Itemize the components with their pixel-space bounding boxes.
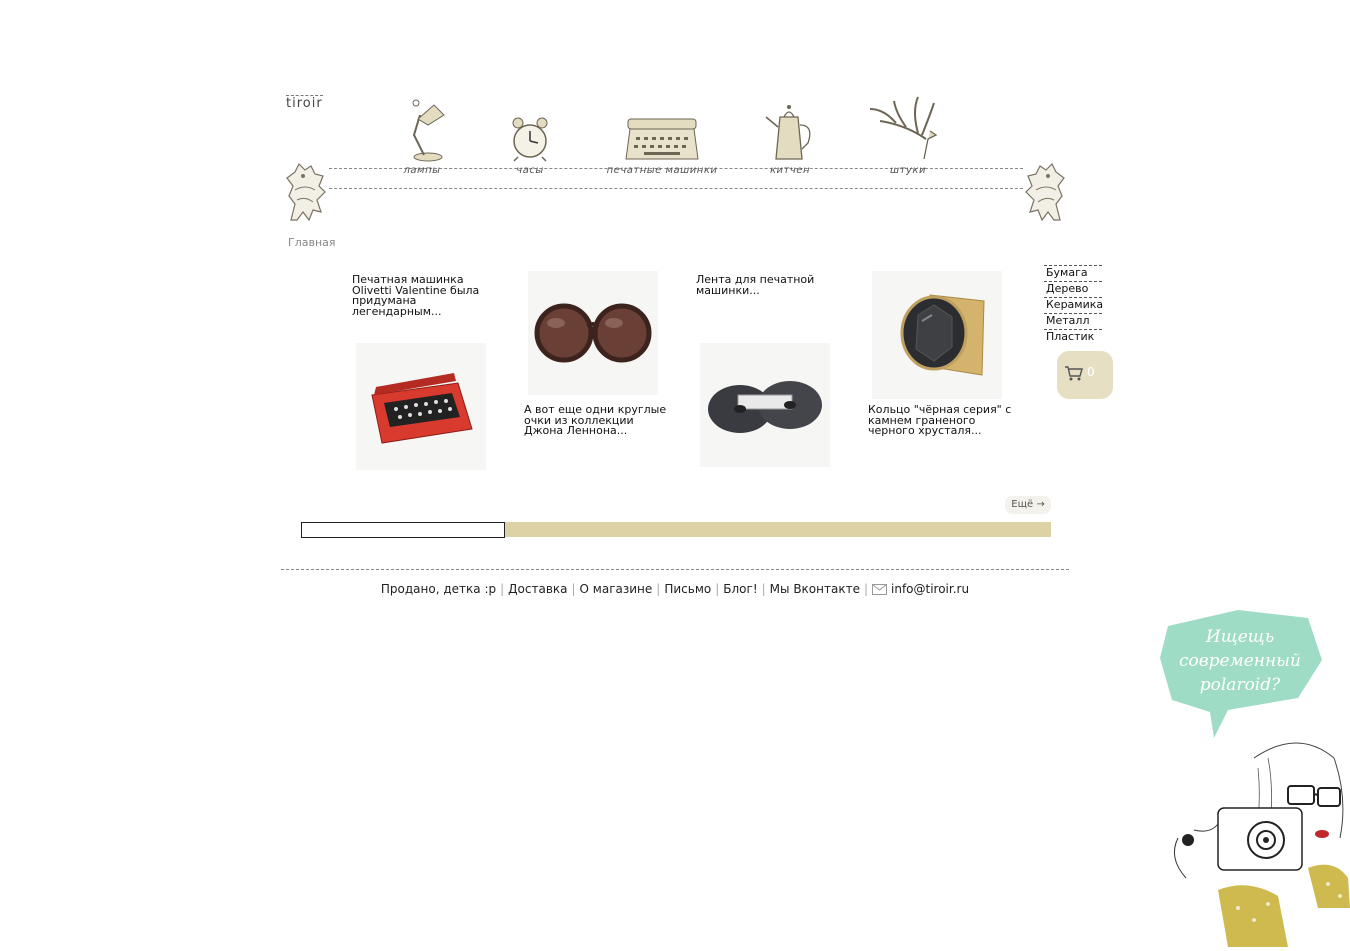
footer-link-vkontakte[interactable]: Мы Вконтакте	[769, 582, 860, 596]
footer-link-sold[interactable]: Продано, детка :р	[380, 582, 497, 596]
footer-separator: |	[761, 582, 766, 596]
coffee-pot-icon	[762, 103, 818, 163]
footer-email: info@tiroir.ru	[891, 582, 970, 596]
left-crest-icon	[281, 160, 331, 224]
footer-separator: |	[500, 582, 505, 596]
category-item-ceramics[interactable]: Керамика	[1046, 298, 1104, 311]
antlers-icon	[866, 95, 950, 163]
breadcrumb[interactable]: Главная	[288, 236, 336, 249]
footer-separator: |	[656, 582, 661, 596]
category-item-metal[interactable]: Металл	[1044, 313, 1102, 329]
product-card[interactable]	[696, 275, 846, 296]
category-item-wood[interactable]: Дерево	[1044, 281, 1102, 297]
red-typewriter-image[interactable]	[356, 343, 486, 470]
round-sunglasses-image[interactable]	[528, 271, 658, 395]
cart-count: 0	[1087, 365, 1095, 379]
cart-button[interactable]	[1057, 351, 1113, 399]
footer-link-letter[interactable]: Письмо	[664, 582, 712, 596]
footer-separator: |	[715, 582, 720, 596]
nav-item-things[interactable]	[852, 95, 964, 176]
category-item-plastic[interactable]: Пластик	[1044, 329, 1102, 345]
nav-label: часы	[516, 165, 544, 176]
product-description[interactable]: Кольцо "чёрная серия" с камнем граненого черного хрусталя...	[868, 403, 1012, 438]
typewriter-ribbon-image[interactable]	[700, 343, 830, 467]
more-button[interactable]: Ещё →	[1005, 496, 1051, 514]
promo-text-line: Ищещь	[1205, 627, 1275, 647]
footer-nav	[281, 582, 1069, 596]
footer-email-link[interactable]	[868, 582, 973, 596]
product-description[interactable]: А вот еще одни круглые очки из коллекции Джона Леннона...	[524, 403, 667, 438]
product-description[interactable]: Печатная машинка Olivetti Valentine была придумана легендарным...	[352, 273, 480, 318]
product-card[interactable]	[868, 405, 1018, 437]
promo-text-line: современный	[1179, 651, 1301, 671]
nav-label: китчен	[770, 165, 810, 176]
category-item-paper[interactable]: Бумага	[1044, 265, 1102, 281]
promo-text-line: polaroid?	[1199, 675, 1281, 695]
nav-item-kitchen[interactable]	[754, 103, 826, 176]
nav-label: штуки	[890, 165, 926, 176]
black-crystal-ring-image[interactable]	[872, 271, 1002, 399]
nav-item-typewriters[interactable]	[600, 113, 724, 176]
footer-link-delivery[interactable]: Доставка	[508, 582, 568, 596]
header-divider-bottom	[329, 188, 1023, 189]
shopping-cart-icon	[1064, 365, 1084, 381]
category-menu	[1044, 265, 1102, 345]
polaroid-promo-banner[interactable]	[1158, 608, 1350, 947]
product-card[interactable]	[524, 405, 674, 437]
nav-label: печатные машинки	[606, 165, 718, 176]
footer-link-blog[interactable]: Блог!	[723, 582, 758, 596]
nav-item-clocks[interactable]	[494, 113, 566, 176]
carousel-scroll-thumb[interactable]	[301, 522, 505, 538]
envelope-icon	[872, 584, 887, 595]
nav-item-lamps[interactable]	[386, 95, 458, 176]
product-card[interactable]	[352, 275, 502, 317]
typewriter-icon	[624, 113, 700, 163]
product-description[interactable]: Лента для печатной машинки...	[696, 273, 815, 297]
right-crest-icon	[1020, 160, 1070, 224]
footer-separator: |	[571, 582, 576, 596]
site-logo[interactable]: tiroir	[286, 96, 323, 111]
alarm-clock-icon	[508, 113, 552, 163]
footer-separator: |	[863, 582, 868, 596]
footer-link-about[interactable]: О магазине	[579, 582, 653, 596]
nav-label: лампы	[403, 165, 441, 176]
lamp-icon	[394, 95, 450, 163]
footer-divider	[281, 569, 1069, 570]
